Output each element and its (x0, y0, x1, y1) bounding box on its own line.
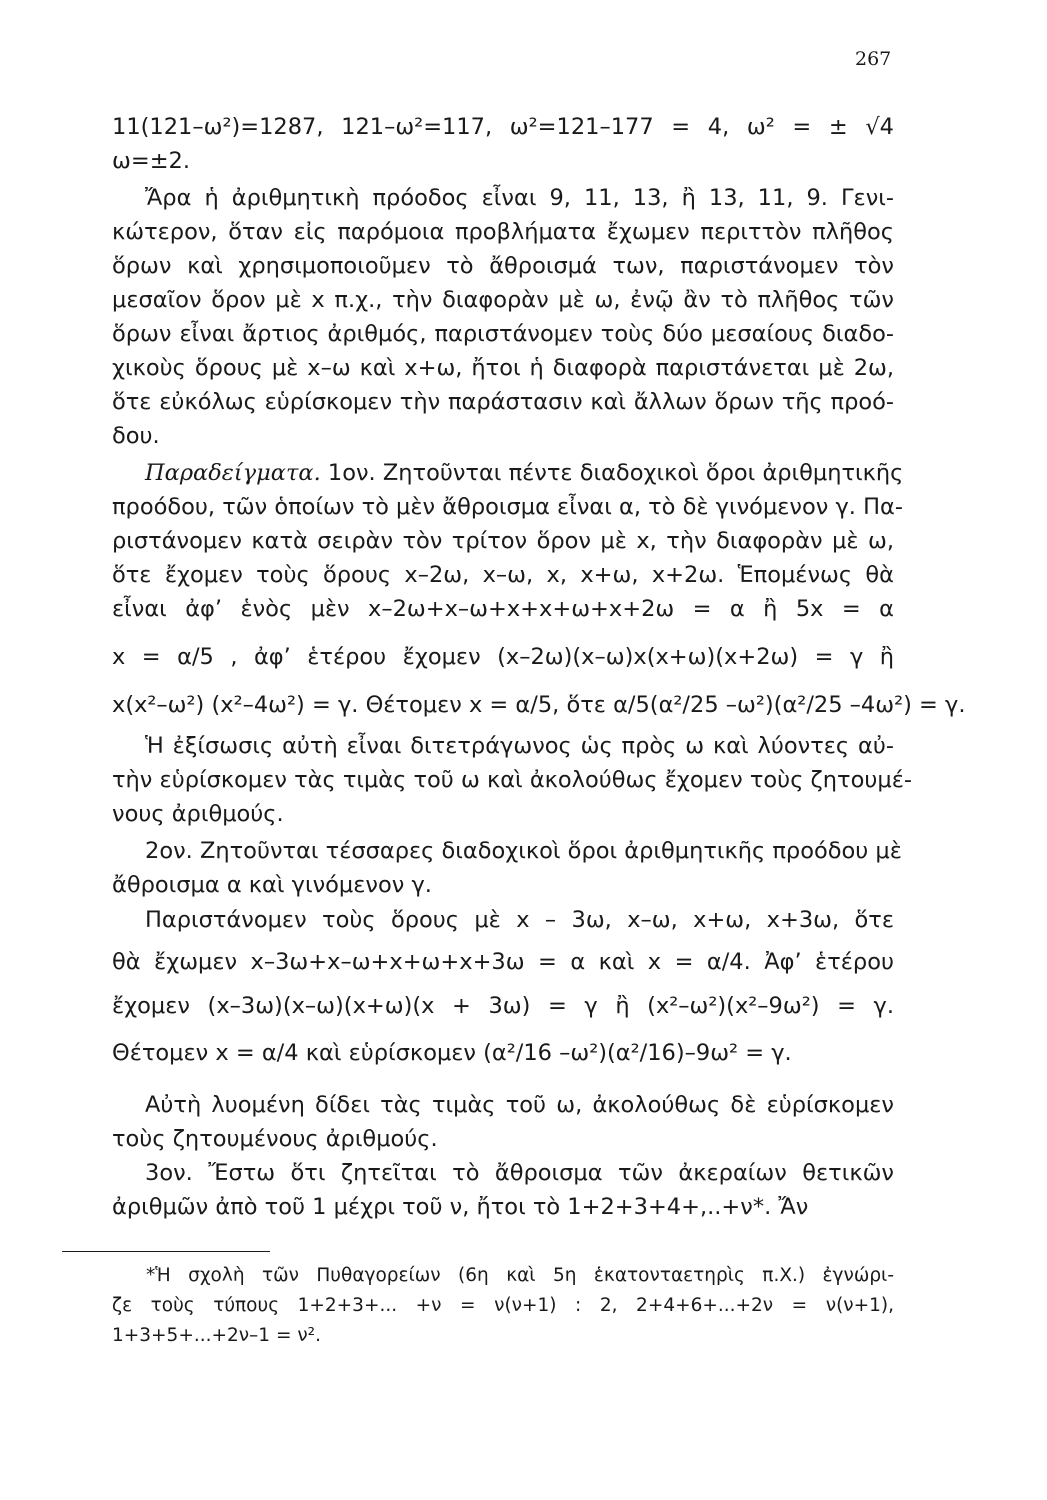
text-line: ριστάνομεν κατὰ σειρὰν τὸν τρίτον ὅρον μὲ x, τὴν διαφορὰν μὲ ω, (112, 528, 894, 554)
footnote-line: 1+3+5+...+2ν–1 = ν². (112, 1325, 321, 1346)
text-line: ὅρων εἶναι ἄρτιος ἀριθμός, παριστάνομεν τοὺς δύο μεσαίους διαδο- (112, 321, 894, 347)
text-line: τὴν εὑρίσκομεν τὰς τιμὰς τοῦ ω καὶ ἀκολούθως ἔχομεν τοὺς ζητουμέ- (112, 767, 912, 793)
text-line: προόδου, τῶν ὁποίων τὸ μὲν ἄθροισμα εἶναι α, τὸ δὲ γινόμενον γ. Πα- (112, 494, 903, 520)
text-line: Αὐτὴ λυομένη δίδει τὰς τιμὰς τοῦ ω, ἀκολούθως δὲ εὑρίσκομεν (145, 1092, 894, 1118)
text-line: χικοὺς ὅρους μὲ x–ω καὶ x+ω, ἤτοι ἡ διαφορὰ παριστάνεται μὲ 2ω, (112, 355, 894, 381)
text-line: ἄθροισμα α καὶ γινόμενον γ. (112, 872, 432, 898)
text-line: ὅρων καὶ χρησιμοποιοῦμεν τὸ ἄθροισμά των, παριστάνομεν τὸν (112, 253, 894, 279)
text-line: x(x²–ω²) (x²–4ω²) = γ. Θέτομεν x = α/5, ὅτε α/5(α²/25 –ω²)(α²/25 –4ω²) = γ. (112, 692, 966, 718)
text-span: 1ον. Ζητοῦνται πέντε διαδοχικοὶ ὅροι ἀριθμητικῆς (327, 460, 904, 486)
text-line: δου. (112, 423, 160, 449)
text-line: 3ον. Ἔστω ὅτι ζητεῖται τὸ ἄθροισμα τῶν ἀκεραίων θετικῶν (145, 1160, 894, 1186)
text-line: 11(121–ω²)=1287, 121–ω²=117, ω²=121–177 = 4, ω² = ± √4 (112, 114, 894, 140)
text-line: ὅτε ἔχομεν τοὺς ὅρους x–2ω, x–ω, x, x+ω, x+2ω. Ἑπομένως θὰ (112, 562, 894, 588)
text-line: νους ἀριθμούς. (112, 801, 284, 827)
text-line: μεσαῖον ὅρον μὲ x π.χ., τὴν διαφορὰν μὲ ω, ἐνῷ ἂν τὸ πλῆθος τῶν (112, 287, 894, 313)
text-line: κώτερον, ὅταν εἰς παρόμοια προβλήματα ἔχωμεν περιττὸν πλῆθος (112, 219, 894, 245)
examples-label: Παραδείγματα. (145, 460, 321, 486)
text-line: ω=±2. (112, 148, 191, 174)
text-line: x = α/5 , ἀφ’ ἑτέρου ἔχομεν (x–2ω)(x–ω)x(x+ω)(x+2ω) = γ ἢ (112, 644, 894, 670)
footnote-line: *Ἡ σχολὴ τῶν Πυθαγορείων (6η καὶ 5η ἑκατονταετηρὶς π.Χ.) ἐγνώρι- (146, 1265, 894, 1286)
text-line: ἔχομεν (x–3ω)(x–ω)(x+ω)(x + 3ω) = γ ἢ (x²–ω²)(x²–9ω²) = γ. (112, 993, 894, 1019)
page-number: 267 (855, 48, 892, 70)
text-line: ὅτε εὐκόλως εὑρίσκομεν τὴν παράστασιν καὶ ἄλλων ὅρων τῆς προό- (112, 389, 894, 415)
text-line: Ἄρα ἡ ἀριθμητικὴ πρόοδος εἶναι 9, 11, 13, ἢ 13, 11, 9. Γενι- (145, 185, 894, 211)
text-line: τοὺς ζητουμένους ἀριθμούς. (112, 1126, 438, 1152)
text-line: εἶναι ἀφ’ ἑνὸς μὲν x–2ω+x–ω+x+x+ω+x+2ω = α ἢ 5x = α (112, 596, 894, 622)
text-line: Παριστάνομεν τοὺς ὅρους μὲ x – 3ω, x–ω, x+ω, x+3ω, ὅτε (145, 907, 894, 933)
text-line: θὰ ἔχωμεν x–3ω+x–ω+x+ω+x+3ω = α καὶ x = α/4. Ἀφ’ ἑτέρου (112, 949, 894, 975)
text-line: ἀριθμῶν ἀπὸ τοῦ 1 μέχρι τοῦ ν, ἤτοι τὸ 1+2+3+4+,..+ν*. Ἄν (112, 1194, 809, 1220)
text-line: Θέτομεν x = α/4 καὶ εὑρίσκομεν (α²/16 –ω²)(α²/16)–9ω² = γ. (112, 1040, 792, 1066)
footnote-line: ζε τοὺς τύπους 1+2+3+... +ν = ν(ν+1) : 2, 2+4+6+...+2ν = ν(ν+1), (112, 1295, 894, 1316)
footnote-separator (62, 1251, 270, 1252)
text-line: Ἡ ἐξίσωσις αὐτὴ εἶναι διτετράγωνος ὡς πρὸς ω καὶ λύοντες αὐ- (145, 733, 894, 759)
examples-first-line (112, 456, 904, 490)
text-line: 2ον. Ζητοῦνται τέσσαρες διαδοχικοὶ ὅροι ἀριθμητικῆς προόδου μὲ (145, 838, 902, 864)
